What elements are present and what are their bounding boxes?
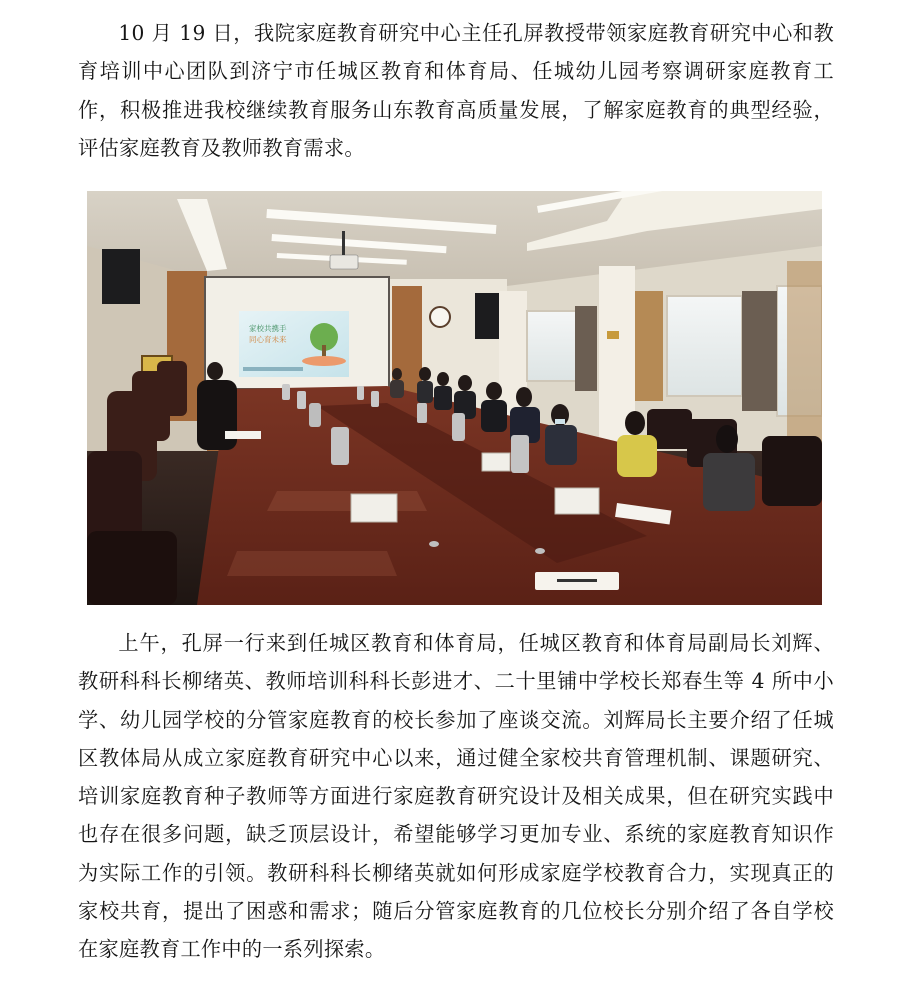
tissue-box	[482, 453, 510, 471]
paper	[225, 431, 261, 439]
microphone-base	[535, 548, 545, 554]
name-card-text	[557, 579, 597, 582]
curtain	[575, 306, 597, 391]
table-reflection	[267, 491, 427, 511]
wall-sign	[607, 331, 619, 339]
microphone-base	[429, 541, 439, 547]
chair	[762, 436, 822, 506]
projector-mount	[342, 231, 345, 255]
curtain	[742, 291, 777, 411]
table-reflection	[227, 551, 397, 576]
hands-graphic	[302, 356, 346, 366]
thermos	[511, 435, 529, 473]
thermos	[331, 427, 349, 465]
wall-speaker	[102, 249, 140, 304]
screen-title-line2: 同心育未来	[249, 335, 287, 344]
tissue-box	[555, 488, 599, 514]
wall-speaker	[475, 293, 501, 339]
screen-title-line1: 家校共携手	[249, 324, 287, 333]
window	[527, 311, 577, 381]
window	[667, 296, 742, 396]
tissue-box	[351, 494, 397, 522]
paragraph-intro: 10 月 19 日，我院家庭教育研究中心主任孔屏教授带领家庭教育研究中心和教育培训中心团队到济宁市任城区教育和体育局、任城幼儿园考察调研家庭教育工作，积极推进我校继续教育服务山东教育高质量发展，了解家庭教育的典型经验，评估家庭教育及教师教育需求。	[78, 21, 834, 160]
slide-footer	[243, 367, 303, 371]
wood-panel	[635, 291, 663, 401]
paragraph-meeting: 上午，孔屏一行来到任城区教育和体育局，任城区教育和体育局副局长刘辉、教研科科长柳绪英、教师培训科科长彭进才、二十里铺中学校长郑春生等 4 所中小学、幼儿园学校的分管家庭教育的校长参加了座谈交流。刘辉局长主要介绍了任城区教体局从成立家庭教育研究中心以来，通过健全家校共育管理机制、课题研究、培训家庭教育种子教师等方面进行家庭教育研究设计及相关成果，但在研究实践中也存在很多问题，缺乏顶层设计，希望能够学习更加专业、系统的家庭教育知识作为实际工作的引领。教研科科长柳绪英就如何形成家庭学校教育合力，实现真正的家校共育，提出了困惑和需求；随后分管家庭教育的几位校长分别介绍了各自学校在家庭教育工作中的一系列探索。	[78, 631, 834, 962]
meeting-photo	[87, 191, 822, 605]
chair	[157, 361, 187, 416]
wall-clock-icon	[430, 307, 450, 327]
chair	[87, 531, 177, 605]
projector	[330, 255, 358, 269]
